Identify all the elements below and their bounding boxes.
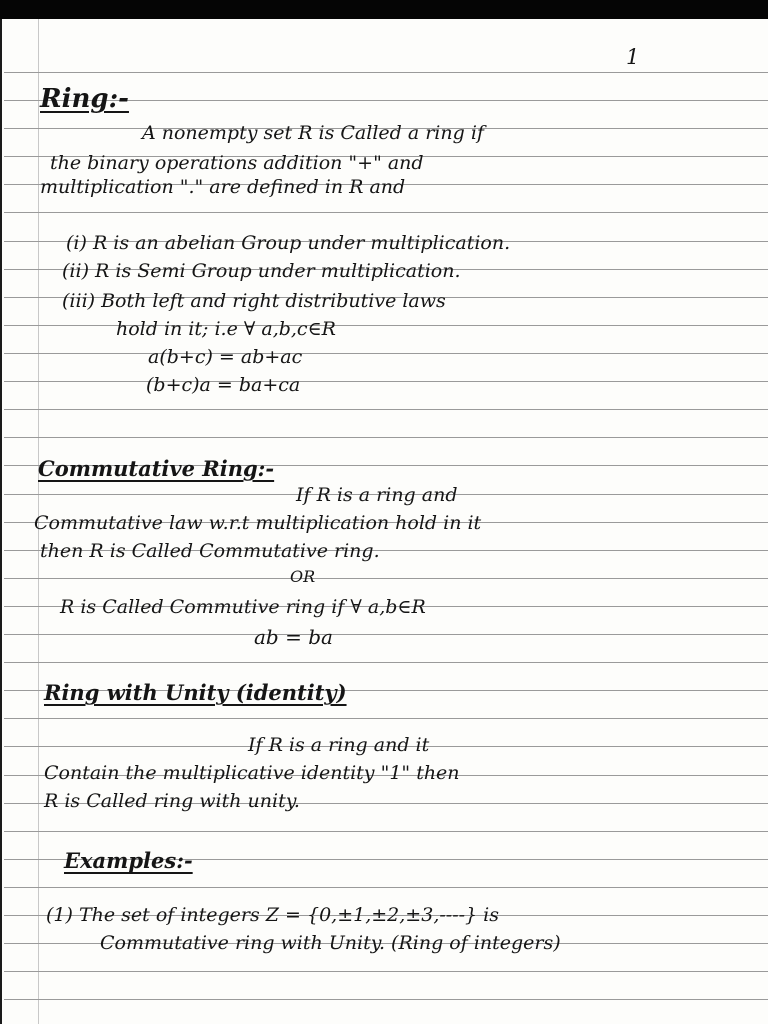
ring-heading: Ring:-: [40, 84, 129, 114]
example-1-line-1: (1) The set of integers Z = {0,±1,±2,±3,----} is: [46, 904, 499, 926]
scan-left-edge: [0, 19, 2, 1024]
ring-condition-1: (i) R is an abelian Group under multiplication.: [66, 232, 511, 254]
ruled-line: [4, 662, 768, 663]
unity-line-3: R is Called ring with unity.: [44, 790, 300, 812]
ring-condition-2: (ii) R is Semi Group under multiplication.: [62, 260, 461, 282]
ruled-line: [4, 409, 768, 410]
ruled-line: [4, 353, 768, 354]
unity-line-2: Contain the multiplicative identity "1" then: [44, 762, 460, 784]
commutative-line-1: If R is a ring and: [296, 484, 458, 506]
ring-condition-3-continued: hold in it; i.e ∀ a,b,c∈R: [116, 318, 336, 340]
ruled-line: [4, 887, 768, 888]
commutative-equation: ab = ba: [254, 625, 333, 649]
commutative-ring-heading: Commutative Ring:-: [38, 456, 275, 481]
ring-condition-3: (iii) Both left and right distributive laws: [62, 290, 446, 312]
commutative-line-2: Commutative law w.r.t multiplication hold in it: [34, 512, 482, 534]
ruled-line: [4, 999, 768, 1000]
ring-with-unity-heading: Ring with Unity (identity): [44, 680, 347, 705]
example-1-line-2: Commutative ring with Unity. (Ring of integers): [100, 932, 561, 954]
ring-definition-line-3: multiplication "." are defined in R and: [40, 176, 406, 198]
unity-line-1: If R is a ring and it: [248, 734, 430, 756]
ruled-line: [4, 831, 768, 832]
scan-top-border: [0, 0, 768, 19]
ruled-line: [4, 634, 768, 635]
page-number: 1: [626, 45, 640, 69]
right-distributive-law: (b+c)a = ba+ca: [146, 374, 301, 396]
left-distributive-law: a(b+c) = ab+ac: [148, 346, 303, 368]
examples-heading: Examples:-: [64, 848, 193, 873]
ruled-line: [4, 381, 768, 382]
ring-definition-line-2: the binary operations addition "+" and: [50, 152, 424, 174]
ruled-line: [4, 72, 768, 73]
ruled-line: [4, 578, 768, 579]
commutative-line-3: then R is Called Commutative ring.: [40, 540, 380, 562]
ruled-line: [4, 971, 768, 972]
ruled-line: [4, 437, 768, 438]
commutative-line-4: R is Called Commutive ring if ∀ a,b∈R: [60, 596, 426, 618]
ring-definition-line-1: A nonempty set R is Called a ring if: [142, 122, 484, 144]
ruled-line: [4, 212, 768, 213]
ruled-line: [4, 718, 768, 719]
or-separator: OR: [290, 567, 316, 586]
